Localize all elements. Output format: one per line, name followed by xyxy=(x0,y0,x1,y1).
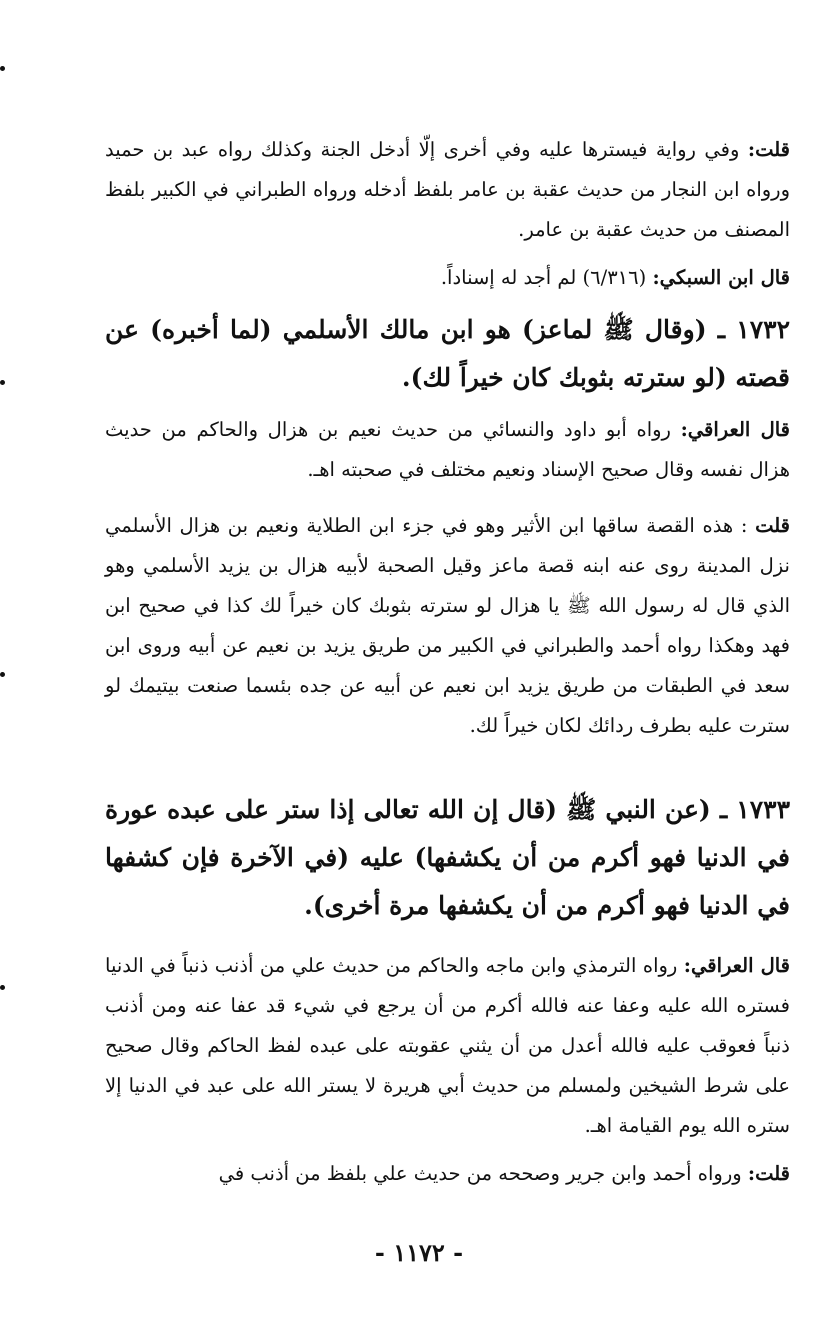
page-body xyxy=(105,130,790,1194)
paragraph xyxy=(105,130,790,250)
margin-mark xyxy=(0,66,5,71)
paragraph xyxy=(105,258,790,298)
paragraph-label: قلت: xyxy=(747,138,790,161)
margin-mark xyxy=(0,985,5,990)
paragraph-label: قال ابن السبكي: xyxy=(652,266,790,289)
paragraph xyxy=(105,946,790,1146)
page-number: - ١١٧٢ - xyxy=(374,1238,464,1267)
paragraph xyxy=(105,506,790,746)
margin-mark xyxy=(0,380,5,385)
paragraph-text: : هذه القصة ساقها ابن الأثير وهو في جزء ابن الطلاية ونعيم بن هزال الأسلمي نزل المدينة روى عنه ابنه قصة ماعز وقيل الصحبة لأبيه هزال بن يزيد الأسلمي وهو الذي قال له رسول الله ﷺ يا هزال لو سترته بثوبك كان خيراً لك كذا في صحيح ابن فهد وهكذا رواه أحمد والطبراني في الكبير من طريق يزيد بن نعيم عن أبيه وروى ابن سعد في الطبقات من طريق يزيد ابن نعيم عن أبيه عن جده بئسما صنعت بيتيمك لو سترت عليه بطرف ردائك لكان خيراً لك. xyxy=(105,514,790,737)
paragraph xyxy=(105,1154,790,1194)
paragraph-label: قلت: xyxy=(747,1162,790,1185)
paragraph-text: ورواه أحمد وابن جرير وصححه من حديث علي بلفظ من أذنب في xyxy=(218,1162,748,1185)
paragraph-text: رواه أبو داود والنسائي من حديث نعيم بن هزال والحاكم من حديث هزال نفسه وقال صحيح الإسناد ونعيم مختلف في صحبته اهـ. xyxy=(105,418,790,481)
paragraph-text: وفي رواية فيسترها عليه وفي أخرى إلّا أدخل الجنة وكذلك رواه عبد بن حميد ورواه ابن النجار من حديث عقبة بن عامر بلفظ أدخله ورواه الطبراني في الكبير بلفظ المصنف من حديث عقبة بن عامر. xyxy=(105,138,790,241)
hadith-1733: ١٧٣٣ ـ (عن النبي ﷺ (قال إن الله تعالى إذا ستر على عبده عورة في الدنيا فهو أكرم من أن يكشفها) عليه (في الآخرة فإن كشفها في الدنيا فهو أكرم من أن يكشفها مرة أخرى). xyxy=(105,795,790,920)
margin-mark xyxy=(0,672,5,677)
paragraph-label: قلت xyxy=(755,514,790,537)
paragraph xyxy=(105,410,790,490)
paragraph-text: (٦/٣١٦) لم أجد له إسناداً. xyxy=(440,266,653,289)
paragraph-label: قال العراقي: xyxy=(680,418,791,441)
hadith-1732: ١٧٣٢ ـ (وقال ﷺ لماعز) هو ابن مالك الأسلمي (لما أخبره) عن قصته (لو سترته بثوبك كان خيراً لك). xyxy=(105,315,790,392)
paragraph-label: قال العراقي: xyxy=(683,954,790,977)
paragraph-text: رواه الترمذي وابن ماجه والحاكم من حديث علي من أذنب ذنباً في الدنيا فستره الله عليه وعفا عنه فالله أكرم من أن يرجع في شيء قد عفا عنه ومن أذنب ذنباً فعوقب عليه فالله أعدل من أن يثني عقوبته على عبده لفظ الحاكم وقال صحيح على شرط الشيخين ولمسلم من حديث أبي هريرة لا يستر الله على عبد في الدنيا إلا ستره الله يوم القيامة اهـ. xyxy=(105,954,790,1137)
